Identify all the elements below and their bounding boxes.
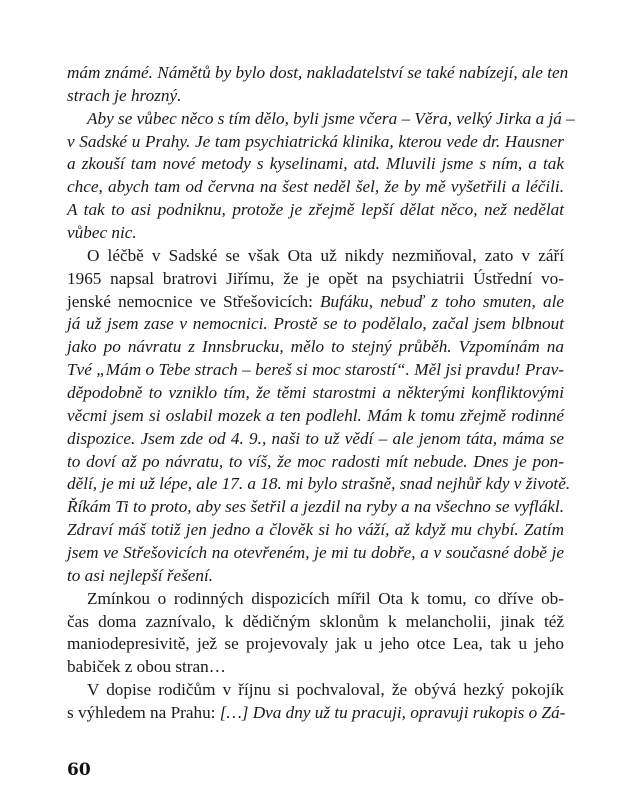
quoted-text: Tvé „Mám o Tebe strach – bereš si moc starostí“. Měl jsi pravdu! Prav- — [67, 360, 564, 380]
text-line — [67, 496, 564, 519]
quoted-text: v Sadské u Prahy. Je tam psychiatrická klinika, kterou vede dr. Hausner — [67, 131, 564, 151]
text-line — [67, 679, 564, 702]
quoted-text: to asi nejlepší řešení. — [67, 565, 214, 585]
quoted-text: A tak to asi podniknu, protože je zřejmě lepší dělat něco, než nedělat — [67, 200, 564, 220]
text-line — [67, 428, 564, 451]
quoted-text: a zkouší tam nové metody s kyselinami, atd. Mluvili jsme s ním, a tak — [67, 154, 564, 174]
quoted-text: dělí, je mi už lépe, ale 17. a 18. mi bylo strašně, snad nejhůř kdy v životě. — [67, 474, 571, 494]
text-line — [67, 405, 564, 428]
quoted-text: Zdraví máš totiž jen jedno a člověk si ho váží, až když mu chybí. Zatím — [67, 520, 564, 540]
text-line — [67, 359, 564, 382]
body-text — [67, 62, 575, 725]
text-line — [67, 153, 564, 176]
text-line — [67, 176, 564, 199]
quoted-text: Bufáku, nebuď z toho smuten, ale — [320, 291, 564, 311]
text-line — [67, 451, 564, 474]
quoted-text: Aby se vůbec něco s tím dělo, byli jsme včera – Věra, velký Jirka a já – — [87, 108, 575, 128]
quoted-text: vůbec nic. — [67, 223, 137, 243]
narrative-text: babiček z obou stran… — [67, 657, 226, 677]
text-line — [67, 565, 564, 588]
quoted-text: dispozice. Jsem zde od 4. 9., naši to už vědí – ale jenom táta, máma se — [67, 428, 564, 448]
narrative-text: jenské nemocnice ve Střešovicích: — [67, 291, 321, 311]
narrative-text: O léčbě v Sadské se však Ota už nikdy nezmiňoval, zato v září — [87, 245, 564, 265]
narrative-text: čas doma zaznívalo, k dědičným sklonům k melancholii, jinak též — [67, 611, 564, 631]
text-line — [67, 131, 564, 154]
text-line — [67, 108, 575, 131]
text-line — [67, 702, 564, 725]
page-number: 60 — [67, 760, 91, 780]
text-line — [67, 313, 564, 336]
quoted-text: já už jsem zase v nemocnici. Prostě se to podělalo, začal jsem blbnout — [67, 314, 564, 334]
quoted-text: strach je hrozný. — [67, 85, 182, 105]
text-line — [67, 268, 564, 291]
quoted-text: děpodobně to vzniklo tím, že těmi starostmi a některými konfliktovými — [67, 383, 564, 403]
quoted-text: věcmi jsem si oslabil mozek a ten podlehl. Mám k tomu zřejmě rodinné — [67, 405, 564, 425]
quoted-text: jako po návratu z Innsbrucku, mělo to stejný průběh. Vzpomínám na — [67, 337, 564, 357]
text-line — [67, 519, 564, 542]
quoted-text: to doví až po návratu, to víš, že moc radosti mít nebude. Dnes je pon- — [67, 451, 564, 471]
text-line — [67, 336, 564, 359]
text-line — [67, 633, 564, 656]
text-line — [67, 85, 564, 108]
quoted-text: jsem ve Střešovicích na otevřeném, je mi tu dobře, a v současné době je — [67, 543, 564, 563]
narrative-text: s výhledem na Prahu: — [67, 703, 220, 723]
text-line — [67, 199, 564, 222]
text-line — [67, 222, 564, 245]
quoted-text: chce, abych tam od června na šest neděl šel, že by mě vyšetřili a léčili. — [67, 177, 564, 197]
text-line — [67, 542, 564, 565]
text-line — [67, 62, 569, 85]
text-line — [67, 291, 564, 314]
narrative-text: maniodepresivitě, jež se projevovaly jak u jeho otce Lea, tak u jeho — [67, 634, 564, 654]
narrative-text: Zmínkou o rodinných dispozicích mířil Ota k tomu, co dříve ob- — [87, 588, 564, 608]
text-line — [67, 245, 564, 268]
narrative-text: 1965 napsal bratrovi Jiřímu, že je opět na psychiatrii Ústřední vo- — [67, 268, 564, 288]
text-line — [67, 588, 564, 611]
text-line — [67, 611, 564, 634]
quoted-text: Říkám Ti to proto, aby ses šetřil a jezdil na ryby a na všechno se vyflákl. — [67, 497, 564, 517]
text-line — [67, 473, 571, 496]
quoted-text: mám známé. Námětů by bylo dost, nakladatelství se také nabízejí, ale ten — [67, 63, 569, 82]
narrative-text: V dopise rodičům v říjnu si pochvaloval, že obývá hezký pokojík — [87, 680, 564, 700]
quoted-text: […] Dva dny už tu pracuji, opravuji rukopis o Zá- — [219, 703, 566, 723]
text-line — [67, 656, 564, 679]
text-line — [67, 382, 564, 405]
